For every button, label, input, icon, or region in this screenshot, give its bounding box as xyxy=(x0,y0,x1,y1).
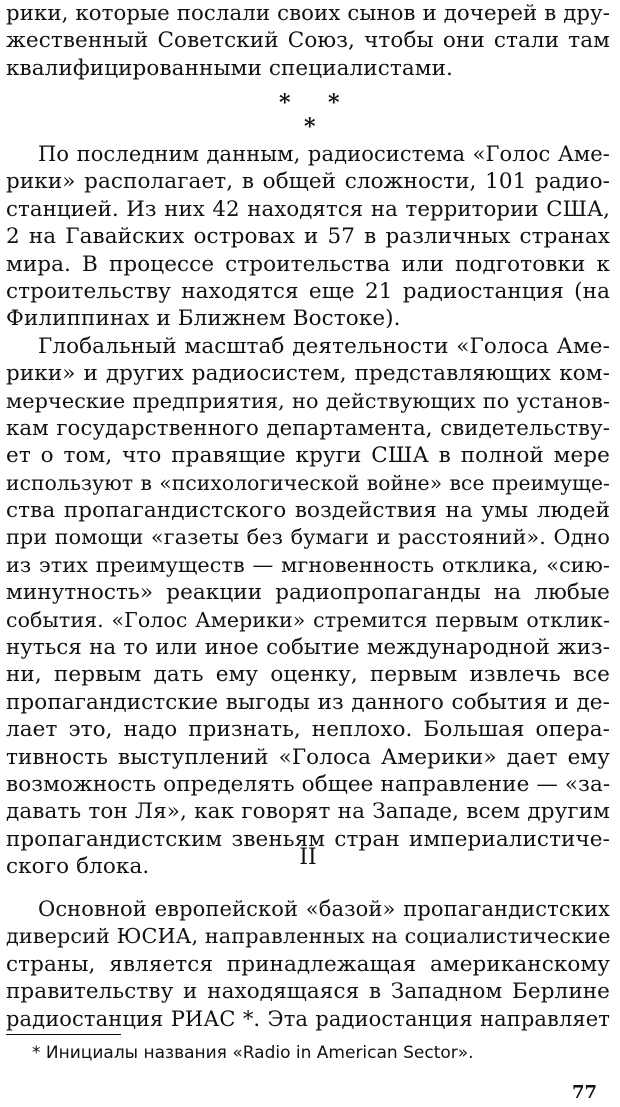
text-line: Филиппинах и Ближнем Востоке). xyxy=(6,306,401,332)
text-block-continuation xyxy=(6,0,610,82)
text-line: ства пропагандистского воздействия на умы людей xyxy=(6,498,610,524)
section-number: II xyxy=(299,845,317,870)
text-line: 2 на Гавайских островах и 57 в различных странах xyxy=(6,224,610,250)
asterisk: * xyxy=(279,90,291,116)
text-line: давать тон Ля», как говорят на Западе, всем другим xyxy=(6,799,610,825)
text-line: жественный Советский Союз, чтобы они стали там xyxy=(6,28,610,54)
text-line: кам государственного департамента, свидетельству- xyxy=(6,415,610,441)
text-line: при помощи «газеты без бумаги и расстояний». Одно xyxy=(6,525,610,550)
text-line: мира. В процессе строительства или подготовки к xyxy=(6,251,610,277)
asterisk: * xyxy=(304,114,316,140)
paragraph-first-line: Основной европейской «базой» пропагандистских xyxy=(38,897,610,921)
footnote: * Инициалы названия «Radio in American Sector». xyxy=(32,1043,474,1063)
text-line: радиостанция РИАС *. Эта радиостанция направляет xyxy=(6,1006,610,1031)
asterism-separator xyxy=(6,84,610,140)
text-line: события. «Голос Америки» стремится первым отклик- xyxy=(6,607,610,632)
text-line: нуться на то или иное событие международной жиз- xyxy=(6,635,610,661)
text-line: используют в «психологической войне» все преимуще- xyxy=(6,470,610,495)
text-line: диверсий ЮСИА, направленных на социалистические xyxy=(6,924,611,949)
text-line: лает это, надо признать, неплохо. Большая опера- xyxy=(6,717,610,743)
text-line: правительству и находящаяся в Западном Берлине xyxy=(6,979,610,1005)
text-line: тивность выступлений «Голоса Америки» дает ему xyxy=(6,744,610,770)
text-line: минутность» реакции радиопропаганды на любые xyxy=(6,580,610,606)
text-line: возможность определять общее направление — «за- xyxy=(6,771,611,797)
footnote-divider xyxy=(6,1034,121,1035)
book-page xyxy=(6,0,610,1107)
text-line: мерческие предприятия, но действующих по установ- xyxy=(6,388,610,413)
text-line: рики» и других радиосистем, представляющих ком- xyxy=(6,361,610,387)
text-line: пропагандистским звеньям стран империалистиче- xyxy=(6,826,610,852)
text-line: рики, которые послали своих сынов и дочерей в дру- xyxy=(6,1,610,26)
page-number: 77 xyxy=(572,1082,598,1103)
paragraph-first-line: По последним данным, радиосистема «Голос Аме- xyxy=(38,142,610,166)
text-line: квалифицированными специалистами. xyxy=(6,55,453,81)
text-line: ни, первым дать ему оценку, первым извлечь все xyxy=(6,662,610,688)
paragraph-first-line: Глобальный масштаб деятельности «Голоса Аме- xyxy=(38,333,610,359)
text-line: пропагандистские выгоды из данного события и де- xyxy=(6,689,610,715)
text-line: из этих преимуществ — мгновенность отклика, «сию- xyxy=(6,552,610,577)
text-line: страны, является принадлежащая американскому xyxy=(6,951,610,977)
text-line: ского блока. xyxy=(6,854,150,880)
asterisk: * xyxy=(328,90,340,116)
text-line: строительству находятся еще 21 радиостанция (на xyxy=(6,278,610,304)
text-block-main xyxy=(6,141,610,881)
text-line: рики» располагает, в общей сложности, 101 радио- xyxy=(6,169,610,195)
text-line: станцией. Из них 42 находятся на территории США, xyxy=(6,196,610,222)
text-line: ет о том, что правящие круги США в полной мере xyxy=(6,443,610,469)
text-block-section xyxy=(6,896,610,1033)
